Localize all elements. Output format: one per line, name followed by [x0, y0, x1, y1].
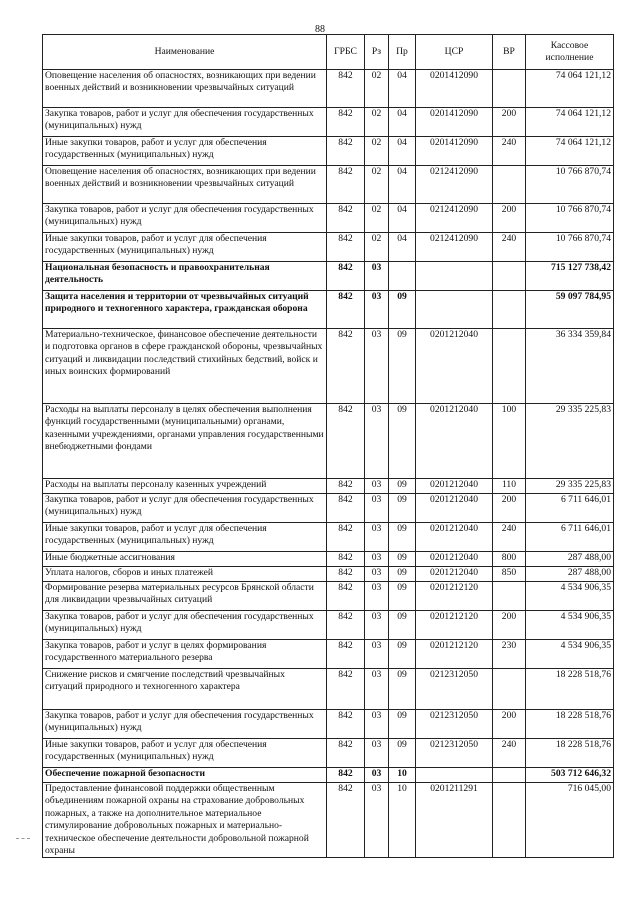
row-rz: 03: [365, 783, 389, 858]
table-row: [43, 479, 614, 494]
row-vr: 240: [493, 233, 526, 262]
row-name: Иные бюджетные ассигнования: [43, 552, 327, 567]
header-pr: Пр: [389, 35, 416, 70]
row-name: Оповещение населения об опасностях, возникающих при ведении военных действий и возникновении чрезвычайных ситуаций: [43, 166, 327, 204]
table-row: [43, 669, 614, 710]
row-name: Иные закупки товаров, работ и услуг для обеспечения государственных (муниципальных) нужд: [43, 233, 327, 262]
row-amount: 10 766 870,74: [526, 204, 614, 233]
row-csr: 0212412090: [416, 233, 493, 262]
row-name: Формирование резерва материальных ресурсов Брянской области для ликвидации чрезвычайных ситуаций: [43, 582, 327, 611]
row-amount: 59 097 784,95: [526, 291, 614, 329]
table-row: [43, 739, 614, 768]
row-pr: 04: [389, 166, 416, 204]
row-vr: 240: [493, 739, 526, 768]
table-row: [43, 552, 614, 567]
row-vr: 850: [493, 567, 526, 582]
table-row: [43, 582, 614, 611]
row-rz: 03: [365, 567, 389, 582]
row-csr: 0212312050: [416, 739, 493, 768]
row-amount: 715 127 738,42: [526, 262, 614, 291]
row-pr: 09: [389, 640, 416, 669]
row-grbs: 842: [327, 582, 365, 611]
row-rz: 03: [365, 329, 389, 404]
row-pr: 09: [389, 523, 416, 552]
row-pr: 09: [389, 479, 416, 494]
row-rz: 03: [365, 262, 389, 291]
row-pr: 09: [389, 552, 416, 567]
row-amount: 29 335 225,83: [526, 479, 614, 494]
row-amount: 4 534 906,35: [526, 582, 614, 611]
row-csr: [416, 768, 493, 783]
row-vr: 800: [493, 552, 526, 567]
row-vr: 100: [493, 404, 526, 479]
row-pr: 04: [389, 137, 416, 166]
table-row: [43, 137, 614, 166]
row-amount: 36 334 359,84: [526, 329, 614, 404]
table-row: [43, 611, 614, 640]
row-name: Уплата налогов, сборов и иных платежей: [43, 567, 327, 582]
table-row: [43, 710, 614, 739]
row-name: Защита населения и территории от чрезвычайных ситуаций природного и техногенного характера, гражданская оборона: [43, 291, 327, 329]
row-grbs: 842: [327, 494, 365, 523]
row-rz: 03: [365, 768, 389, 783]
row-csr: 0201212040: [416, 329, 493, 404]
row-amount: 74 064 121,12: [526, 108, 614, 137]
row-vr: [493, 329, 526, 404]
row-pr: 09: [389, 567, 416, 582]
row-pr: 04: [389, 233, 416, 262]
row-pr: 09: [389, 291, 416, 329]
row-csr: 0212412090: [416, 204, 493, 233]
row-name: Иные закупки товаров, работ и услуг для обеспечения государственных (муниципальных) нужд: [43, 137, 327, 166]
row-rz: 03: [365, 291, 389, 329]
header-name: Наименование: [43, 35, 327, 70]
row-grbs: 842: [327, 669, 365, 710]
row-grbs: 842: [327, 204, 365, 233]
row-amount: 503 712 646,32: [526, 768, 614, 783]
row-pr: 04: [389, 204, 416, 233]
row-grbs: 842: [327, 768, 365, 783]
row-amount: 287 488,00: [526, 567, 614, 582]
row-grbs: 842: [327, 640, 365, 669]
row-csr: 0212412090: [416, 166, 493, 204]
row-vr: [493, 262, 526, 291]
row-grbs: 842: [327, 710, 365, 739]
row-vr: 110: [493, 479, 526, 494]
row-grbs: 842: [327, 552, 365, 567]
row-csr: 0201212120: [416, 640, 493, 669]
row-vr: [493, 70, 526, 108]
row-amount: 18 228 518,76: [526, 710, 614, 739]
row-grbs: 842: [327, 739, 365, 768]
row-vr: 200: [493, 108, 526, 137]
row-rz: 03: [365, 494, 389, 523]
row-pr: [389, 262, 416, 291]
row-grbs: 842: [327, 108, 365, 137]
row-rz: 02: [365, 166, 389, 204]
row-csr: 0201212040: [416, 567, 493, 582]
row-pr: 09: [389, 582, 416, 611]
table-row: [43, 523, 614, 552]
row-rz: 03: [365, 523, 389, 552]
row-grbs: 842: [327, 567, 365, 582]
table-row: [43, 108, 614, 137]
row-grbs: 842: [327, 404, 365, 479]
row-vr: [493, 783, 526, 858]
table-row: [43, 166, 614, 204]
table-row: [43, 233, 614, 262]
row-name: Расходы на выплаты персоналу казенных учреждений: [43, 479, 327, 494]
row-grbs: 842: [327, 611, 365, 640]
row-grbs: 842: [327, 70, 365, 108]
row-vr: 200: [493, 611, 526, 640]
row-name: Предоставление финансовой поддержки общественным объединениям пожарной охраны на страхование добровольных пожарных, а также на дополнительное материальное стимулирование добровольных пожарных и материально-техническое обеспечение деятельности добровольной пожарной охраны: [43, 783, 327, 858]
row-csr: 0201211291: [416, 783, 493, 858]
row-rz: 03: [365, 640, 389, 669]
table-row: [43, 640, 614, 669]
row-csr: [416, 291, 493, 329]
row-csr: 0201412090: [416, 137, 493, 166]
row-rz: 03: [365, 611, 389, 640]
row-csr: 0212312050: [416, 710, 493, 739]
header-grbs: ГРБС: [327, 35, 365, 70]
row-amount: 6 711 646,01: [526, 523, 614, 552]
row-amount: 4 534 906,35: [526, 611, 614, 640]
row-csr: 0201212040: [416, 404, 493, 479]
row-vr: 200: [493, 494, 526, 523]
row-vr: [493, 669, 526, 710]
row-grbs: 842: [327, 291, 365, 329]
row-vr: 200: [493, 204, 526, 233]
row-amount: 716 045,00: [526, 783, 614, 858]
row-pr: 10: [389, 768, 416, 783]
row-pr: 09: [389, 669, 416, 710]
row-amount: 6 711 646,01: [526, 494, 614, 523]
table-header-row: [43, 35, 614, 70]
row-pr: 09: [389, 494, 416, 523]
row-grbs: 842: [327, 479, 365, 494]
row-name: Закупка товаров, работ и услуг для обеспечения государственных (муниципальных) нужд: [43, 611, 327, 640]
row-pr: 09: [389, 329, 416, 404]
row-rz: 03: [365, 582, 389, 611]
row-name: Закупка товаров, работ и услуг для обеспечения государственных (муниципальных) нужд: [43, 108, 327, 137]
row-grbs: 842: [327, 262, 365, 291]
row-vr: 230: [493, 640, 526, 669]
row-csr: 0201212120: [416, 611, 493, 640]
row-pr: 04: [389, 108, 416, 137]
row-amount: 287 488,00: [526, 552, 614, 567]
row-amount: 18 228 518,76: [526, 739, 614, 768]
row-amount: 18 228 518,76: [526, 669, 614, 710]
row-pr: 09: [389, 404, 416, 479]
table-row: [43, 783, 614, 858]
header-vr: ВР: [493, 35, 526, 70]
row-vr: [493, 768, 526, 783]
row-grbs: 842: [327, 329, 365, 404]
row-grbs: 842: [327, 166, 365, 204]
row-grbs: 842: [327, 523, 365, 552]
row-name: Иные закупки товаров, работ и услуг для обеспечения государственных (муниципальных) нужд: [43, 739, 327, 768]
row-pr: 04: [389, 70, 416, 108]
table-row: [43, 567, 614, 582]
row-name: Расходы на выплаты персоналу в целях обеспечения выполнения функций государственными (муниципальными) органами, казенными учреждениями, органами управления государственными внебюджетными фондами: [43, 404, 327, 479]
row-grbs: 842: [327, 137, 365, 166]
row-vr: [493, 291, 526, 329]
row-rz: 02: [365, 137, 389, 166]
row-name: Национальная безопасность и правоохранительная деятельность: [43, 262, 327, 291]
row-amount: 10 766 870,74: [526, 233, 614, 262]
row-csr: 0201212040: [416, 494, 493, 523]
row-name: Снижение рисков и смягчение последствий чрезвычайных ситуаций природного и техногенного характера: [43, 669, 327, 710]
table-row: [43, 291, 614, 329]
row-name: Закупка товаров, работ и услуг в целях формирования государственного материального резерва: [43, 640, 327, 669]
row-vr: 240: [493, 523, 526, 552]
row-name: Обеспечение пожарной безопасности: [43, 768, 327, 783]
table-body: [43, 70, 614, 858]
row-rz: 03: [365, 669, 389, 710]
row-rz: 02: [365, 233, 389, 262]
budget-execution-table: [42, 34, 614, 858]
row-pr: 09: [389, 710, 416, 739]
row-rz: 03: [365, 552, 389, 567]
table-row: [43, 262, 614, 291]
row-amount: 29 335 225,83: [526, 404, 614, 479]
row-csr: 0212312050: [416, 669, 493, 710]
row-csr: 0201412090: [416, 108, 493, 137]
row-amount: 74 064 121,12: [526, 70, 614, 108]
table-row: [43, 404, 614, 479]
row-rz: 02: [365, 108, 389, 137]
row-csr: 0201212040: [416, 523, 493, 552]
row-pr: 10: [389, 783, 416, 858]
row-vr: 200: [493, 710, 526, 739]
header-amount: Кассовое исполнение: [526, 35, 614, 70]
row-rz: 03: [365, 739, 389, 768]
row-grbs: 842: [327, 783, 365, 858]
row-grbs: 842: [327, 233, 365, 262]
row-name: Оповещение населения об опасностях, возникающих при ведении военных действий и возникновении чрезвычайных ситуаций: [43, 70, 327, 108]
table-row: [43, 494, 614, 523]
row-amount: 74 064 121,12: [526, 137, 614, 166]
row-csr: 0201212040: [416, 479, 493, 494]
row-amount: 4 534 906,35: [526, 640, 614, 669]
row-csr: 0201212120: [416, 582, 493, 611]
row-pr: 09: [389, 739, 416, 768]
row-vr: [493, 582, 526, 611]
row-rz: 03: [365, 479, 389, 494]
row-name: Материально-техническое, финансовое обеспечение деятельности и подготовка органов в сфере гражданской обороны, чрезвычайных ситуаций и ликвидации последствий стихийных бедствий, войск и иных воинских формирований: [43, 329, 327, 404]
row-csr: 0201212040: [416, 552, 493, 567]
row-rz: 03: [365, 710, 389, 739]
row-name: Закупка товаров, работ и услуг для обеспечения государственных (муниципальных) нужд: [43, 710, 327, 739]
row-name: Иные закупки товаров, работ и услуг для обеспечения государственных (муниципальных) нужд: [43, 523, 327, 552]
row-rz: 02: [365, 70, 389, 108]
row-pr: 09: [389, 611, 416, 640]
header-rz: Рз: [365, 35, 389, 70]
row-vr: 240: [493, 137, 526, 166]
row-rz: 02: [365, 204, 389, 233]
header-csr: ЦСР: [416, 35, 493, 70]
row-name: Закупка товаров, работ и услуг для обеспечения государственных (муниципальных) нужд: [43, 494, 327, 523]
table-row: [43, 768, 614, 783]
row-csr: [416, 262, 493, 291]
row-amount: 10 766 870,74: [526, 166, 614, 204]
table-row: [43, 204, 614, 233]
page-number: 88: [315, 24, 325, 35]
row-vr: [493, 166, 526, 204]
row-csr: 0201412090: [416, 70, 493, 108]
margin-mark: [16, 838, 30, 840]
table-row: [43, 329, 614, 404]
table-row: [43, 70, 614, 108]
row-name: Закупка товаров, работ и услуг для обеспечения государственных (муниципальных) нужд: [43, 204, 327, 233]
row-rz: 03: [365, 404, 389, 479]
